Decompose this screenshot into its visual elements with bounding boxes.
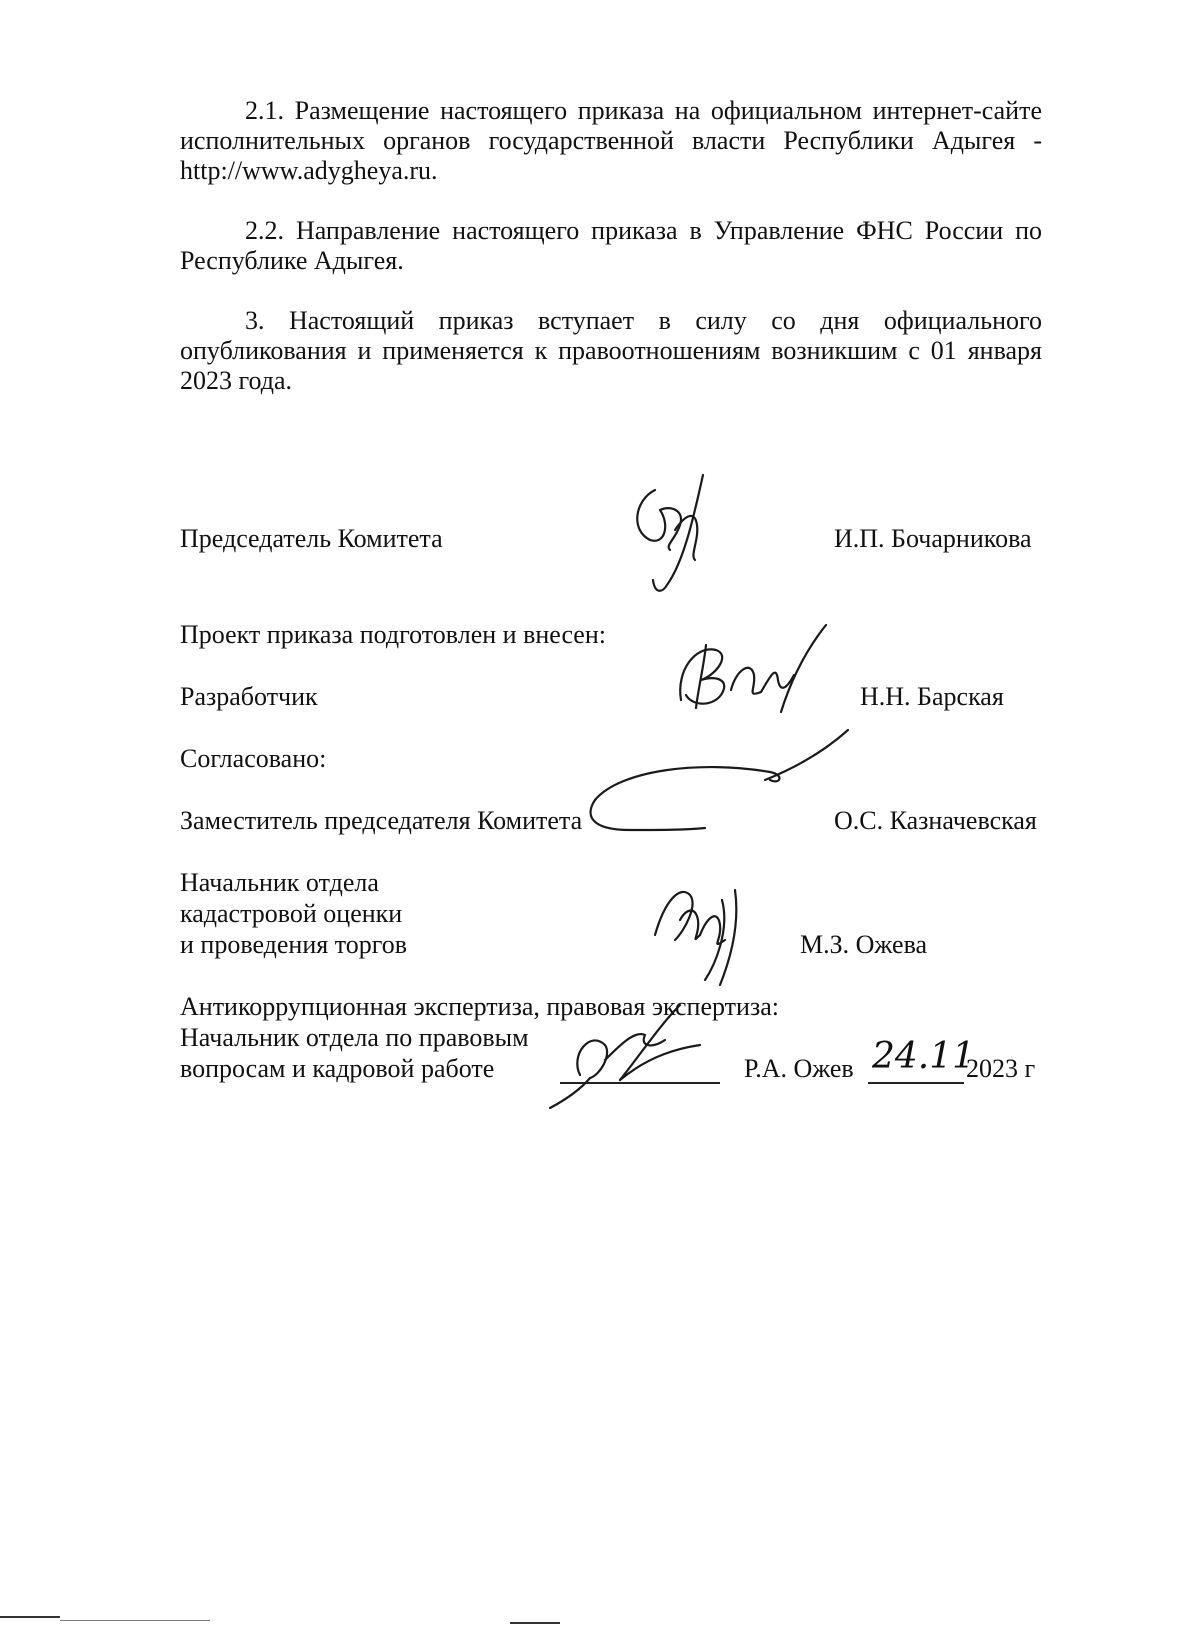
legal-head-name: Р.А. Ожев — [744, 1054, 854, 1083]
cadastral-head-title-line-2: кадастровой оценки — [180, 899, 403, 928]
paragraph-2-2-text: 2.2. Направление настоящего приказа в Управление ФНС России по Республике Адыгея. — [180, 216, 1042, 275]
agreed-label: Согласовано: — [180, 744, 327, 773]
paragraph-2-1-text: 2.1. Размещение настоящего приказа на официальном интернет-сайте исполнительных органов государственной власти Республики Адыгея - http://www.adygheya.ru. — [180, 96, 1042, 185]
legal-head-year: 2023 г — [966, 1054, 1036, 1083]
paragraph-2-2 — [180, 216, 1042, 276]
deputy-name: О.С. Казначевская — [834, 806, 1037, 835]
paragraph-3 — [180, 306, 1042, 396]
expertise-label: Антикоррупционная экспертиза, правовая экспертиза: — [180, 992, 779, 1021]
prepared-by-label: Проект приказа подготовлен и внесен: — [180, 620, 606, 649]
developer-title: Разработчик — [180, 682, 318, 711]
paragraph-2-1 — [180, 96, 1042, 186]
scan-artifact-line — [510, 1622, 560, 1624]
legal-head-title-line-1: Начальник отдела по правовым — [180, 1023, 529, 1052]
cadastral-head-title-line-1: Начальник отдела — [180, 868, 379, 897]
cadastral-head-name: М.З. Ожева — [800, 930, 928, 959]
chairman-signature — [625, 470, 745, 600]
chairman-title: Председатель Комитета — [180, 524, 443, 553]
scan-artifact-line — [60, 1620, 210, 1621]
chairman-name: И.П. Бочарникова — [834, 524, 1032, 553]
legal-head-date-handwritten: 24.11 — [872, 1036, 976, 1077]
legal-head-title-line-2: вопросам и кадровой работе — [180, 1054, 495, 1083]
deputy-signature — [590, 730, 860, 860]
developer-signature — [676, 620, 836, 720]
legal-head-date-line — [868, 1082, 964, 1084]
paragraph-3-text: 3. Настоящий приказ вступает в силу со дня официального опубликования и применяется к правоотношениям возникшим с 01 января 2023 года. — [180, 306, 1042, 395]
cadastral-head-title-line-3: и проведения торгов — [180, 930, 408, 959]
scan-artifact-line — [0, 1616, 60, 1618]
developer-name: Н.Н. Барская — [860, 682, 1004, 711]
legal-head-signature — [550, 1000, 720, 1110]
cadastral-head-signature — [650, 880, 760, 990]
deputy-title: Заместитель председателя Комитета — [180, 806, 583, 835]
